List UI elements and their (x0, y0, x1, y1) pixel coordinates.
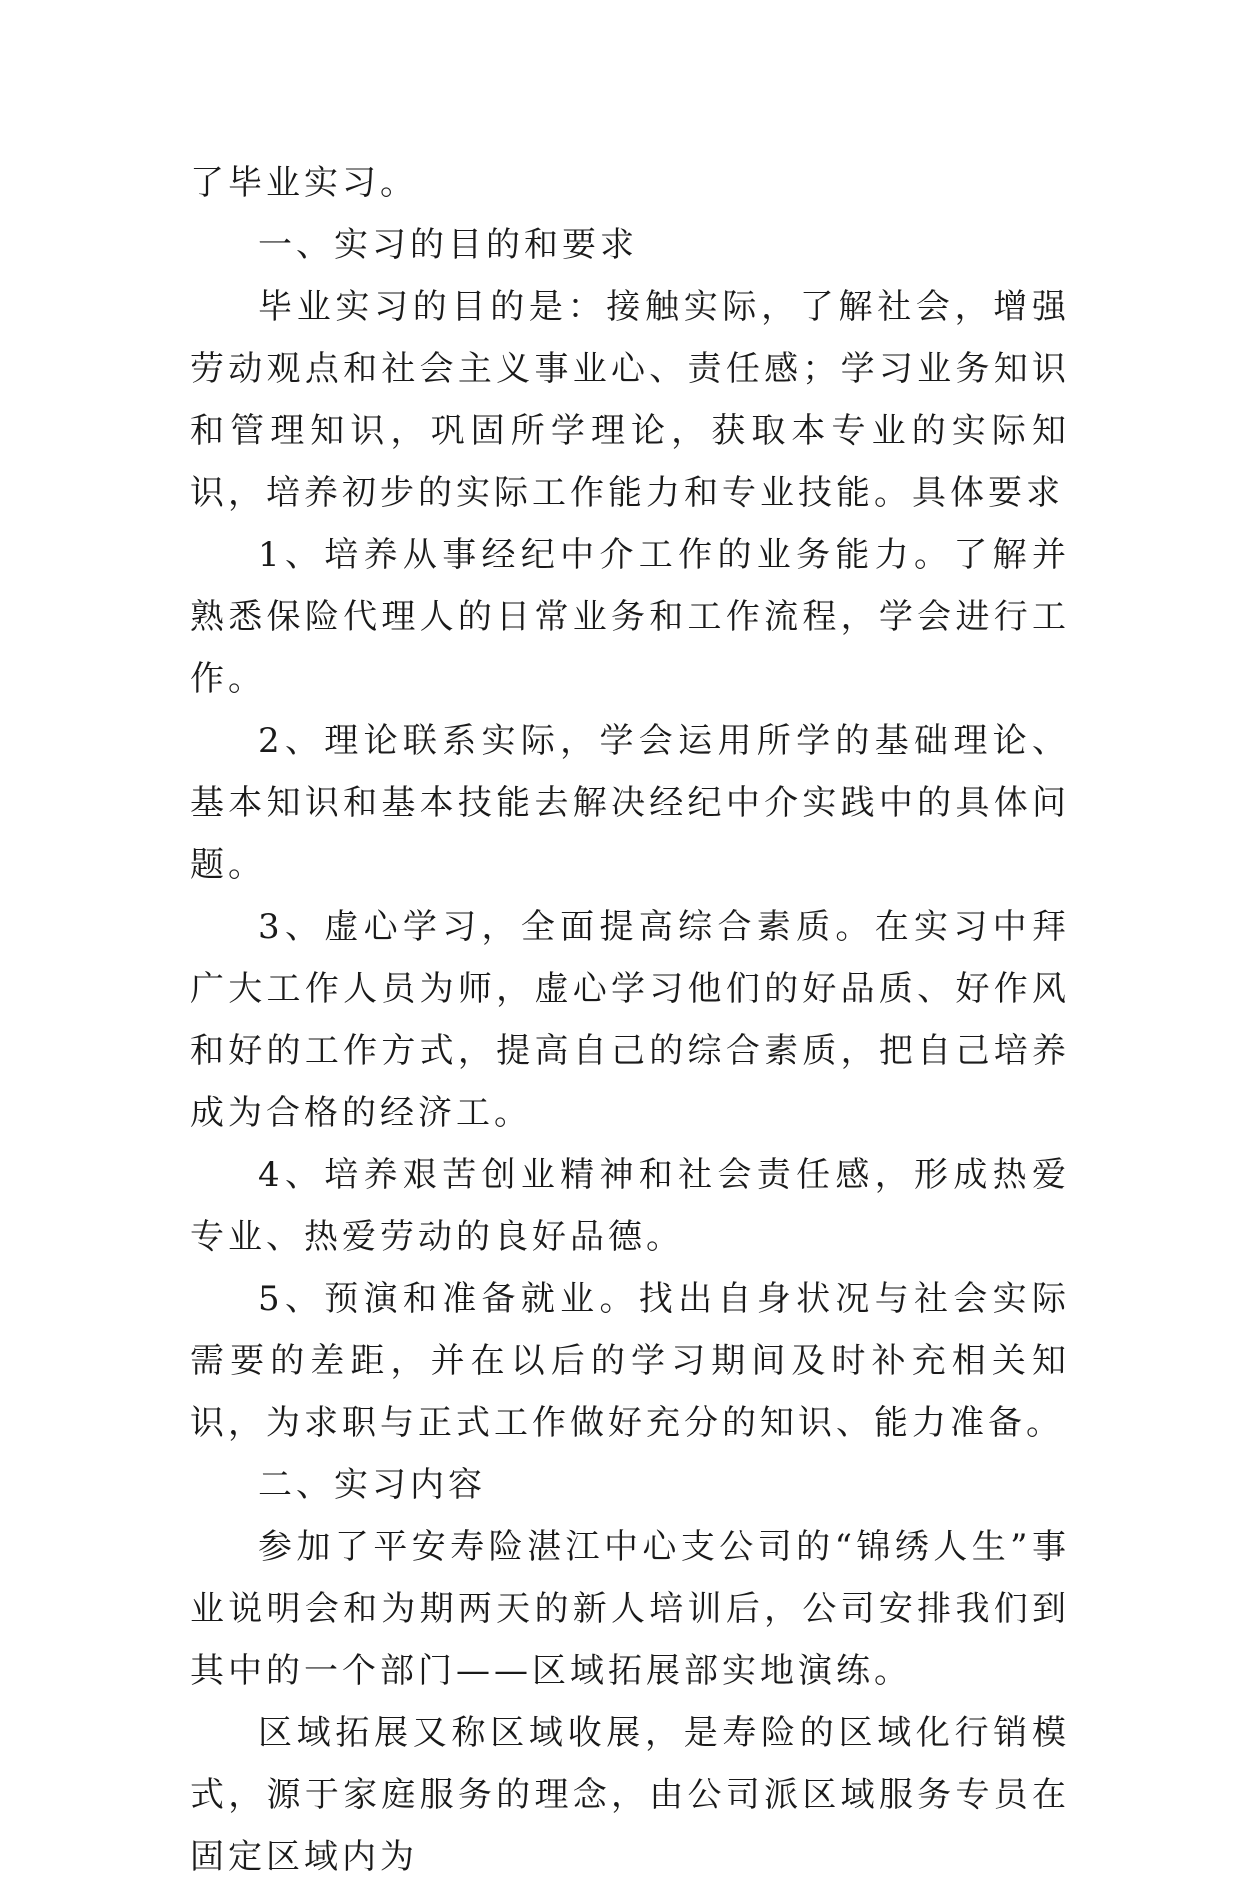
requirement-item-4: 4、培养艰苦创业精神和社会责任感，形成热爱专业、热爱劳动的良好品德。 (190, 1155, 1070, 1257)
requirement-item-3: 3、虚心学习，全面提高综合素质。在实习中拜广大工作人员为师，虚心学习他们的好品质、好作风和好的工作方式，提高自己的综合素质，把自己培养成为合格的经济工。 (190, 907, 1070, 1133)
paragraph-regional-expansion: 区域拓展又称区域收展，是寿险的区域化行销模式，源于家庭服务的理念，由公司派区域服务专员在固定区域内为 (190, 1713, 1070, 1877)
paragraph-continuation: 了毕业实习。 (190, 163, 418, 203)
paragraph-training: 参加了平安寿险湛江中心支公司的“锦绣人生”事业说明会和为期两天的新人培训后，公司安排我们到其中的一个部门——区域拓展部实地演练。 (190, 1527, 1070, 1691)
document-body (190, 152, 1070, 1888)
requirement-item-1: 1、培养从事经纪中介工作的业务能力。了解并熟悉保险代理人的日常业务和工作流程，学会进行工作。 (190, 535, 1070, 699)
section-heading-objectives: 一、实习的目的和要求 (258, 225, 638, 265)
paragraph-objectives: 毕业实习的目的是：接触实际，了解社会，增强劳动观点和社会主义事业心、责任感；学习业务知识和管理知识，巩固所学理论，获取本专业的实际知识，培养初步的实际工作能力和专业技能。具体要求 (190, 287, 1070, 513)
requirement-item-2: 2、理论联系实际，学会运用所学的基础理论、基本知识和基本技能去解决经纪中介实践中的具体问题。 (190, 721, 1070, 885)
section-heading-content: 二、实习内容 (258, 1465, 486, 1505)
requirement-item-5: 5、预演和准备就业。找出自身状况与社会实际需要的差距，并在以后的学习期间及时补充相关知识，为求职与正式工作做好充分的知识、能力准备。 (190, 1279, 1070, 1443)
